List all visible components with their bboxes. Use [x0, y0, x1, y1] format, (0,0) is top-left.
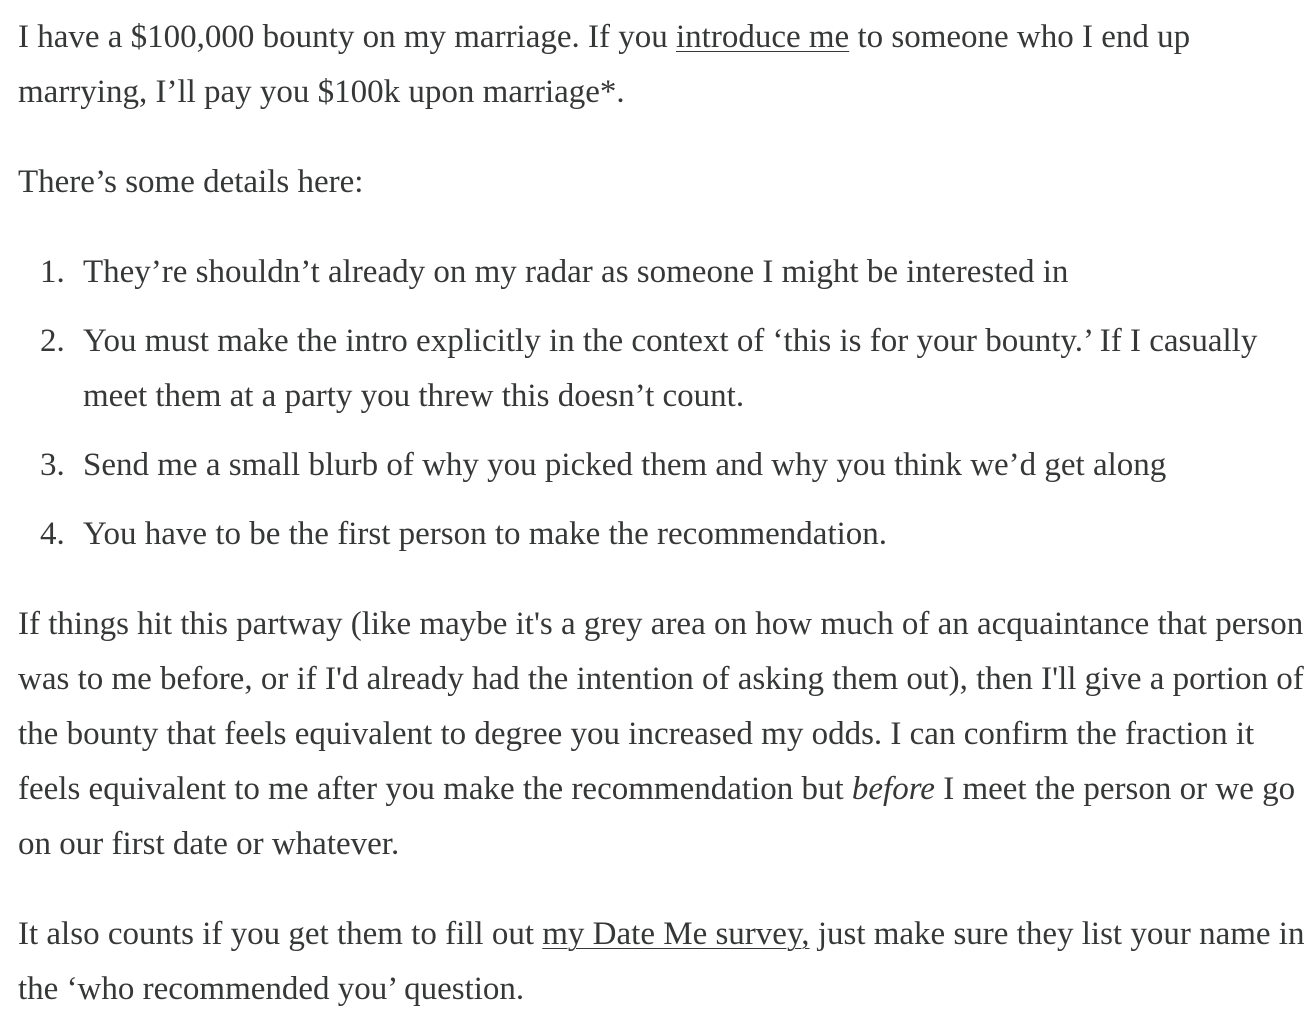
- details-list: [18, 245, 1316, 562]
- details-intro-paragraph: There’s some details here:: [18, 164, 364, 200]
- intro-text-end: to someone who I end up marrying, I’ll pay you $100k upon marriage*.: [18, 19, 1191, 110]
- list-item-number: 4.: [40, 516, 65, 552]
- list-item: [18, 245, 1316, 300]
- partial-bounty-text-end: I meet the person or we go on our first date or whatever.: [18, 771, 1296, 862]
- intro-paragraph: [18, 10, 1316, 120]
- list-item-text: You have to be the first person to make the recommendation.: [83, 516, 888, 552]
- intro-text-start: I have a $100,000 bounty on my marriage. If you: [18, 19, 677, 55]
- survey-paragraph: [18, 907, 1316, 1017]
- list-item: [18, 507, 1316, 562]
- introduce-me-link[interactable]: introduce me: [676, 19, 850, 55]
- partial-bounty-text-start: If things hit this partway (like maybe it's a grey area on how much of an acquaintance that person was to me before, or if I'd already had the intention of asking them out), then I'll give a portion of the bounty that feels equivalent to degree you increased my odds. I can confirm the fraction it feels equivalent to me after you make the recommendation but: [18, 606, 1304, 807]
- list-item-number: 3.: [40, 447, 65, 483]
- list-item: [18, 314, 1316, 424]
- survey-text-end: just make sure they list your name in the ‘who recommended you’ question.: [18, 916, 1305, 1007]
- article-body: [18, 10, 1316, 1017]
- partial-bounty-paragraph: [18, 597, 1316, 872]
- date-me-survey-link[interactable]: my Date Me survey,: [542, 916, 810, 952]
- list-item: [18, 438, 1316, 493]
- list-item-number: 2.: [40, 323, 65, 359]
- list-item-text: Send me a small blurb of why you picked them and why you think we’d get along: [83, 447, 1167, 483]
- emphasis-before: before: [851, 771, 935, 807]
- list-item-text: They’re shouldn’t already on my radar as someone I might be interested in: [83, 254, 1069, 290]
- list-item-number: 1.: [40, 254, 65, 290]
- list-item-text: You must make the intro explicitly in the context of ‘this is for your bounty.’ If I casually meet them at a party you threw this doesn’t count.: [83, 323, 1258, 414]
- survey-text-start: It also counts if you get them to fill out: [18, 916, 543, 952]
